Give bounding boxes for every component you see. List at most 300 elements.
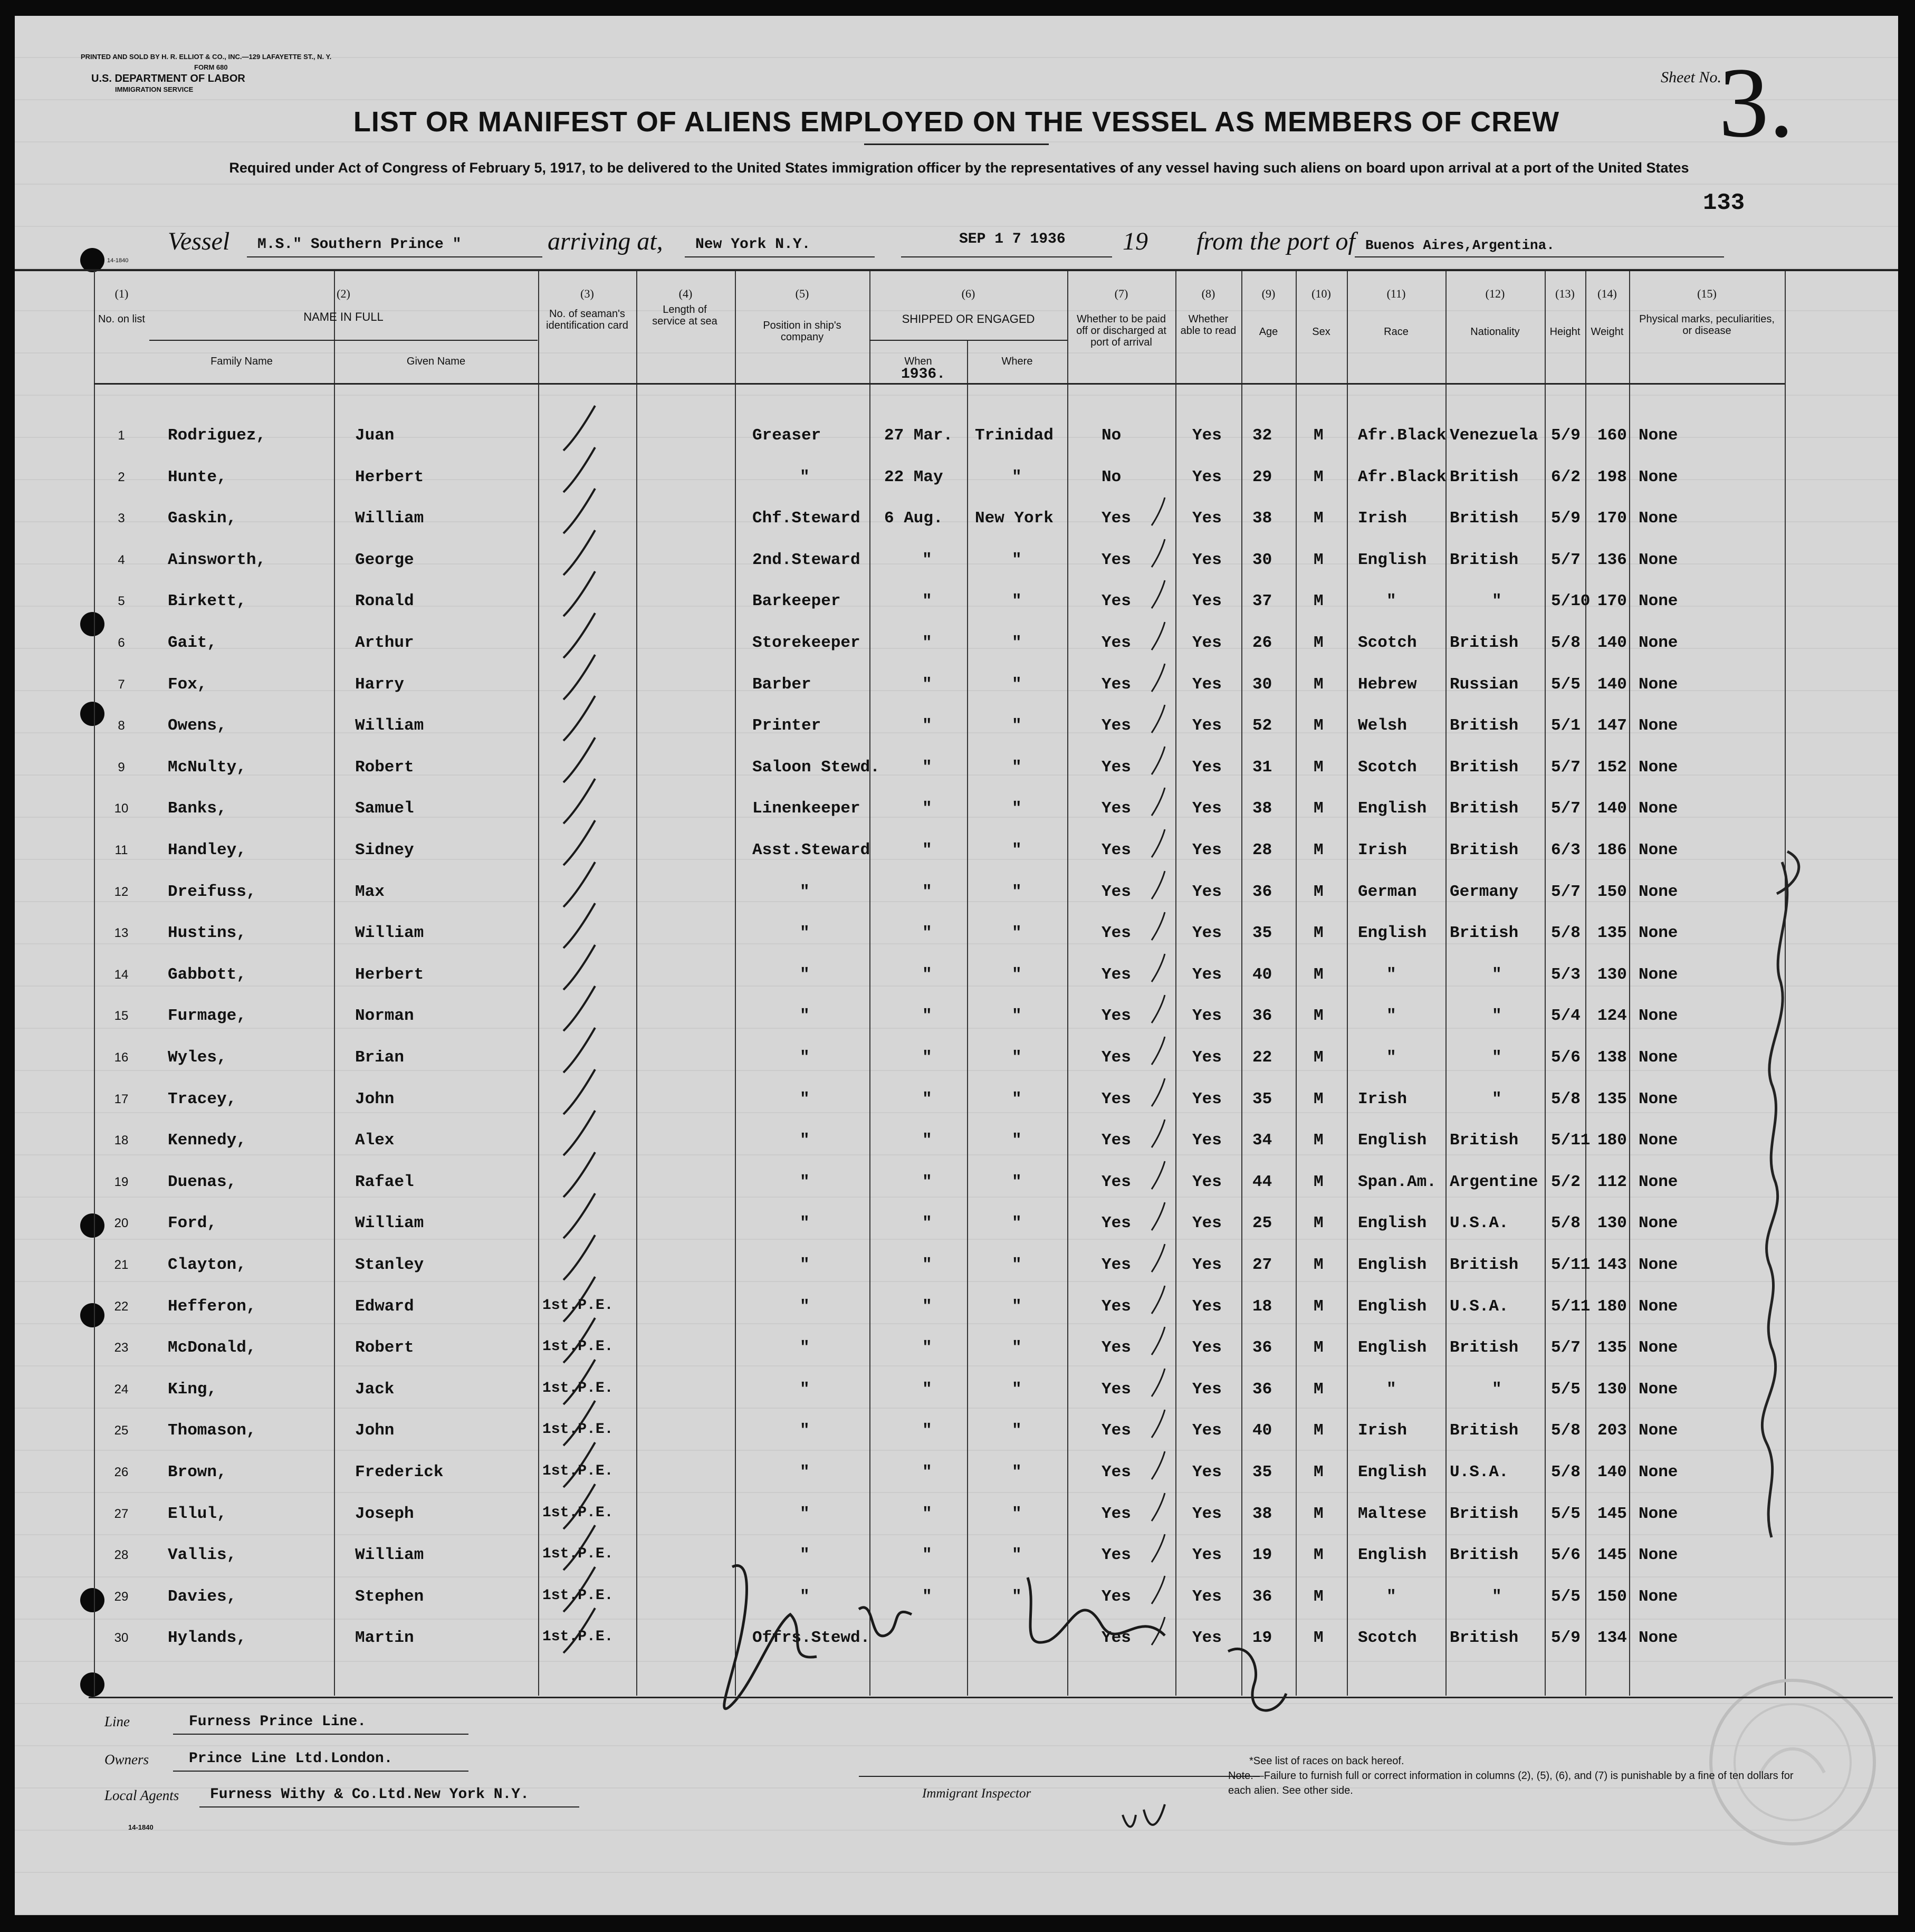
weight: 130 — [1597, 965, 1627, 984]
shipped-where: " — [1012, 1421, 1022, 1440]
race: English — [1358, 924, 1427, 943]
position: Barkeeper — [752, 592, 841, 611]
row-number: 8 — [118, 719, 125, 733]
weight: 112 — [1597, 1172, 1627, 1191]
height: 5/8 — [1551, 1089, 1581, 1108]
year-label: 19 — [1123, 227, 1148, 255]
shipped-where: " — [1012, 924, 1022, 943]
height: 5/1 — [1551, 716, 1581, 735]
position: Saloon Stewd. — [752, 758, 880, 777]
table-row — [15, 1503, 1898, 1544]
footer-agents-value: Furness Withy & Co.Ltd.New York N.Y. — [210, 1786, 529, 1803]
footer-rule — [89, 1697, 1893, 1698]
physical-marks: None — [1639, 634, 1678, 652]
position: " — [800, 1297, 810, 1316]
col-number: (5) — [795, 287, 809, 300]
race: Span.Am. — [1358, 1172, 1437, 1191]
shipped-where: " — [1012, 1380, 1022, 1399]
col-head-weight: Weight — [1591, 326, 1624, 338]
from-rule — [1355, 256, 1724, 257]
weight: 130 — [1597, 1214, 1627, 1233]
nationality: " — [1492, 1089, 1502, 1108]
position: Chf.Steward — [752, 509, 860, 528]
able-read: Yes — [1192, 799, 1222, 818]
row-number: 20 — [114, 1216, 129, 1231]
sex: M — [1314, 426, 1324, 445]
department: U.S. DEPARTMENT OF LABOR — [91, 73, 245, 84]
shipped-when: " — [922, 841, 932, 859]
table-row — [15, 963, 1898, 1005]
table-row — [15, 1378, 1898, 1420]
shipped-where: " — [1012, 799, 1022, 818]
from-label: from the port of — [1196, 227, 1355, 255]
weight: 135 — [1597, 924, 1627, 943]
given-name: Jack — [355, 1380, 395, 1399]
arriving-port: New York N.Y. — [695, 236, 811, 253]
able-read: Yes — [1192, 592, 1222, 611]
family-name: Clayton, — [168, 1256, 246, 1274]
nationality: British — [1450, 1546, 1519, 1565]
row-number: 26 — [114, 1465, 129, 1479]
position: Greaser — [752, 426, 821, 445]
paid-tick — [1149, 745, 1170, 777]
paid-off: Yes — [1102, 509, 1131, 528]
row-number: 30 — [114, 1631, 129, 1646]
family-name: Fox, — [168, 675, 207, 694]
paid-tick — [1149, 704, 1170, 735]
paid-off: Yes — [1102, 1463, 1131, 1481]
shipped-where: " — [1012, 592, 1022, 611]
row-number: 4 — [118, 552, 125, 567]
paid-tick — [1149, 1326, 1170, 1357]
table-row — [15, 507, 1898, 549]
id-card: 1st.P.E. — [542, 1463, 614, 1479]
left-code: 14-1840 — [107, 257, 129, 264]
paid-off: Yes — [1102, 716, 1131, 735]
paid-off: Yes — [1102, 1007, 1131, 1026]
age: 18 — [1252, 1297, 1272, 1316]
race: English — [1358, 1297, 1427, 1316]
table-row — [15, 673, 1898, 715]
id-card: 1st.P.E. — [542, 1629, 614, 1646]
row-number: 5 — [118, 594, 125, 609]
nationality: U.S.A. — [1450, 1463, 1509, 1481]
paid-off: Yes — [1102, 841, 1131, 859]
race: English — [1358, 1546, 1427, 1565]
vessel-name: M.S." Southern Prince " — [257, 236, 462, 253]
given-name: Robert — [355, 758, 414, 777]
physical-marks: None — [1639, 965, 1678, 984]
height: 5/9 — [1551, 1629, 1581, 1648]
shipped-where: " — [1012, 1131, 1022, 1150]
given-name: William — [355, 1546, 424, 1565]
family-name: Dreifuss, — [168, 882, 256, 901]
sex: M — [1314, 1297, 1324, 1316]
row-number: 16 — [114, 1050, 129, 1065]
shipped-where: " — [1012, 841, 1022, 859]
nationality: " — [1492, 592, 1502, 611]
paid-tick — [1149, 1201, 1170, 1233]
shipped-when: " — [922, 1546, 932, 1565]
nationality: British — [1450, 924, 1519, 943]
position: " — [800, 1504, 810, 1523]
race: English — [1358, 1338, 1427, 1357]
height: 5/8 — [1551, 1214, 1581, 1233]
sex: M — [1314, 1007, 1324, 1026]
paid-tick — [1149, 1118, 1170, 1150]
paid-off: Yes — [1102, 1587, 1131, 1606]
id-card: 1st.P.E. — [542, 1421, 614, 1438]
signature-image — [701, 1546, 1360, 1746]
shipped-when: " — [922, 1089, 932, 1108]
shipped-when: " — [922, 592, 932, 611]
height: 5/5 — [1551, 1504, 1581, 1523]
age: 40 — [1252, 965, 1272, 984]
nationality: " — [1492, 1048, 1502, 1067]
family-name: Owens, — [168, 716, 227, 735]
row-number: 11 — [114, 843, 128, 857]
table-row — [15, 1336, 1898, 1378]
col-head-card: No. of seaman's identification card — [546, 308, 628, 331]
given-name: Rafael — [355, 1172, 414, 1191]
col-head-physical: Physical marks, peculiarities, or disease — [1639, 313, 1775, 337]
nationality: Argentine — [1450, 1172, 1538, 1191]
manifest-sheet — [15, 16, 1898, 1915]
shipped-where: " — [1012, 965, 1022, 984]
row-number: 25 — [114, 1423, 129, 1438]
check-mark — [558, 1605, 616, 1658]
height: 5/8 — [1551, 924, 1581, 943]
table-row — [15, 1088, 1898, 1130]
weight: 170 — [1597, 592, 1627, 611]
paid-off: Yes — [1102, 1089, 1131, 1108]
physical-marks: None — [1639, 1256, 1678, 1274]
inspector-label: Immigrant Inspector — [922, 1786, 1031, 1801]
paid-tick — [1149, 1160, 1170, 1192]
col-head-no: No. on list — [98, 313, 145, 325]
nationality: British — [1450, 550, 1519, 569]
position: " — [800, 1421, 810, 1440]
age: 36 — [1252, 1380, 1272, 1399]
given-name: Herbert — [355, 467, 424, 486]
given-name: Robert — [355, 1338, 414, 1357]
height: 6/3 — [1551, 841, 1581, 859]
sex: M — [1314, 1131, 1324, 1150]
id-card: 1st.P.E. — [542, 1338, 614, 1355]
col-head-race: Race — [1384, 326, 1409, 338]
height: 5/6 — [1551, 1048, 1581, 1067]
age: 37 — [1252, 592, 1272, 611]
position: " — [800, 1048, 810, 1067]
position: " — [800, 1546, 810, 1565]
race: " — [1386, 965, 1396, 984]
height: 5/7 — [1551, 758, 1581, 777]
table-row — [15, 1005, 1898, 1046]
paid-off: Yes — [1102, 634, 1131, 652]
position: " — [800, 1172, 810, 1191]
shipped-where: " — [1012, 1007, 1022, 1026]
weight: 180 — [1597, 1131, 1627, 1150]
age: 38 — [1252, 1504, 1272, 1523]
paid-off: Yes — [1102, 1297, 1131, 1316]
sex: M — [1314, 882, 1324, 901]
family-name: Ford, — [168, 1214, 217, 1233]
row-number: 10 — [114, 801, 129, 816]
given-name: Samuel — [355, 799, 414, 818]
physical-marks: None — [1639, 841, 1678, 859]
position: " — [800, 1338, 810, 1357]
row-number: 3 — [118, 511, 125, 526]
nationality: British — [1450, 634, 1519, 652]
age: 31 — [1252, 758, 1272, 777]
shipped-where: " — [1012, 1338, 1022, 1357]
col-head-when: When — [904, 356, 932, 367]
nationality: British — [1450, 1131, 1519, 1150]
race: Scotch — [1358, 1629, 1417, 1648]
paid-off: Yes — [1102, 1504, 1131, 1523]
shipped-when: " — [922, 1172, 932, 1191]
race: Scotch — [1358, 634, 1417, 652]
sheet-label: Sheet No. — [1661, 69, 1721, 86]
family-name: Handley, — [168, 841, 246, 859]
physical-marks: None — [1639, 1297, 1678, 1316]
family-name: Gait, — [168, 634, 217, 652]
table-row — [15, 797, 1898, 839]
able-read: Yes — [1192, 634, 1222, 652]
paid-off: No — [1102, 426, 1122, 445]
height: 5/11 — [1551, 1256, 1591, 1274]
height: 5/10 — [1551, 592, 1591, 611]
paid-off: Yes — [1102, 1421, 1131, 1440]
printer-line: PRINTED AND SOLD BY H. R. ELLIOT & CO., INC.—129 LAFAYETTE ST., N. Y. — [81, 53, 332, 61]
row-layer — [15, 271, 1898, 1696]
sex: M — [1314, 758, 1324, 777]
date-stamp: SEP 1 7 1936 — [959, 231, 1066, 247]
nationality: British — [1450, 1504, 1519, 1523]
paid-tick — [1149, 953, 1170, 984]
able-read: Yes — [1192, 467, 1222, 486]
race: English — [1358, 1131, 1427, 1150]
paid-off: Yes — [1102, 1629, 1131, 1648]
position: " — [800, 1256, 810, 1274]
col-number: (7) — [1114, 287, 1128, 300]
inspector-rule — [859, 1776, 1260, 1777]
able-read: Yes — [1192, 1629, 1222, 1648]
shipped-when: 22 May — [884, 467, 943, 486]
weight: 203 — [1597, 1421, 1627, 1440]
row-number: 24 — [114, 1382, 129, 1397]
physical-marks: None — [1639, 1338, 1678, 1357]
sex: M — [1314, 634, 1324, 652]
footer-line-rule — [173, 1734, 468, 1735]
shipped-when: " — [922, 1421, 932, 1440]
shipped-when: " — [922, 550, 932, 569]
col-head-where: Where — [1001, 356, 1033, 367]
shipped-where: Trinidad — [975, 426, 1054, 445]
paid-off: Yes — [1102, 1172, 1131, 1191]
given-name: William — [355, 1214, 424, 1233]
col-number: (2) — [337, 287, 350, 300]
shipped-where: New York — [975, 509, 1054, 528]
position: " — [800, 882, 810, 901]
given-name: Sidney — [355, 841, 414, 859]
able-read: Yes — [1192, 1214, 1222, 1233]
family-name: Rodriguez, — [168, 426, 266, 445]
position: " — [800, 1007, 810, 1026]
table-row — [15, 424, 1898, 466]
col-number: (8) — [1201, 287, 1215, 300]
age: 36 — [1252, 1587, 1272, 1606]
given-name: John — [355, 1421, 395, 1440]
height: 5/8 — [1551, 1463, 1581, 1481]
family-name: Gaskin, — [168, 509, 237, 528]
physical-marks: None — [1639, 1587, 1678, 1606]
col-number: (13) — [1555, 287, 1575, 300]
weight: 136 — [1597, 550, 1627, 569]
race: Irish — [1358, 509, 1407, 528]
table-row — [15, 549, 1898, 590]
age: 36 — [1252, 882, 1272, 901]
paid-off: Yes — [1102, 924, 1131, 943]
family-name: Kennedy, — [168, 1131, 246, 1150]
race: Maltese — [1358, 1504, 1427, 1523]
id-card: 1st.P.E. — [542, 1504, 614, 1521]
family-name: Brown, — [168, 1463, 227, 1481]
embossed-seal — [1703, 1672, 1882, 1852]
paid-off: Yes — [1102, 799, 1131, 818]
age: 29 — [1252, 467, 1272, 486]
shipped-when: " — [922, 965, 932, 984]
row-number: 29 — [114, 1589, 129, 1604]
col-head-shipped: SHIPPED OR ENGAGED — [902, 312, 1035, 326]
physical-marks: None — [1639, 467, 1678, 486]
shipped-when: " — [922, 1214, 932, 1233]
row-number: 18 — [114, 1133, 129, 1148]
sex: M — [1314, 716, 1324, 735]
given-name: Edward — [355, 1297, 414, 1316]
position: Storekeeper — [752, 634, 860, 652]
shipped-where: " — [1012, 1463, 1022, 1481]
given-name: Martin — [355, 1629, 414, 1648]
physical-marks: None — [1639, 1007, 1678, 1026]
table-row — [15, 1295, 1898, 1337]
family-name: Ainsworth, — [168, 550, 266, 569]
height: 5/4 — [1551, 1007, 1581, 1026]
shipped-where: " — [1012, 1504, 1022, 1523]
height: 5/5 — [1551, 1587, 1581, 1606]
nationality: British — [1450, 1338, 1519, 1357]
paid-tick — [1149, 579, 1170, 611]
nationality: Germany — [1450, 882, 1519, 901]
sex: M — [1314, 1256, 1324, 1274]
given-name: Frederick — [355, 1463, 444, 1481]
race: " — [1386, 1048, 1396, 1067]
table-row — [15, 714, 1898, 756]
weight: 186 — [1597, 841, 1627, 859]
position: " — [800, 467, 810, 486]
paid-tick — [1149, 787, 1170, 818]
paid-tick — [1149, 1409, 1170, 1440]
able-read: Yes — [1192, 1131, 1222, 1150]
position: " — [800, 1380, 810, 1399]
col-head-name: NAME IN FULL — [303, 310, 384, 323]
shipped-when: " — [922, 1048, 932, 1067]
family-name: Thomason, — [168, 1421, 256, 1440]
given-name: William — [355, 716, 424, 735]
shipped-when: " — [922, 716, 932, 735]
age: 27 — [1252, 1256, 1272, 1274]
height: 5/5 — [1551, 675, 1581, 694]
table-row — [15, 839, 1898, 881]
sex: M — [1314, 467, 1324, 486]
nationality: Russian — [1450, 675, 1519, 694]
age: 19 — [1252, 1546, 1272, 1565]
weight: 140 — [1597, 634, 1627, 652]
nationality: " — [1492, 965, 1502, 984]
race: Hebrew — [1358, 675, 1417, 694]
shipped-when: " — [922, 1463, 932, 1481]
physical-marks: None — [1639, 799, 1678, 818]
paid-off: No — [1102, 467, 1122, 486]
paid-off: Yes — [1102, 1338, 1131, 1357]
race: German — [1358, 882, 1417, 901]
sex: M — [1314, 924, 1324, 943]
row-number: 22 — [114, 1299, 129, 1314]
position: " — [800, 965, 810, 984]
id-card: 1st.P.E. — [542, 1297, 614, 1314]
sex: M — [1314, 1380, 1324, 1399]
col-head-read: Whether able to read — [1180, 313, 1237, 337]
paid-off: Yes — [1102, 758, 1131, 777]
age: 19 — [1252, 1629, 1272, 1648]
age: 52 — [1252, 716, 1272, 735]
sex: M — [1314, 550, 1324, 569]
paid-tick — [1149, 1285, 1170, 1316]
position: " — [800, 1131, 810, 1150]
position: Offrs.Stewd. — [752, 1629, 870, 1648]
row-number: 27 — [114, 1506, 129, 1521]
row-number: 9 — [118, 760, 125, 774]
sex: M — [1314, 1546, 1324, 1565]
able-read: Yes — [1192, 1380, 1222, 1399]
family-name: Birkett, — [168, 592, 246, 611]
col-number: (3) — [580, 287, 594, 300]
nationality: British — [1450, 509, 1519, 528]
arriving-label: arriving at, — [548, 227, 663, 255]
service: IMMIGRATION SERVICE — [115, 85, 194, 93]
id-card: 1st.P.E. — [542, 1587, 614, 1604]
able-read: Yes — [1192, 1463, 1222, 1481]
weight: 150 — [1597, 1587, 1627, 1606]
nationality: British — [1450, 1256, 1519, 1274]
nationality: U.S.A. — [1450, 1214, 1509, 1233]
sex: M — [1314, 965, 1324, 984]
shipped-when: " — [922, 1131, 932, 1150]
position: " — [800, 1463, 810, 1481]
age: 40 — [1252, 1421, 1272, 1440]
nationality: British — [1450, 841, 1519, 859]
able-read: Yes — [1192, 1256, 1222, 1274]
paid-off: Yes — [1102, 1380, 1131, 1399]
col-number: (9) — [1261, 287, 1276, 300]
weight: 140 — [1597, 1463, 1627, 1481]
weight: 198 — [1597, 467, 1627, 486]
shipped-where: " — [1012, 1587, 1022, 1606]
race: " — [1386, 1007, 1396, 1026]
sex: M — [1314, 1214, 1324, 1233]
shipped-where: " — [1012, 1256, 1022, 1274]
footer-form-code: 14-1840 — [128, 1823, 154, 1831]
